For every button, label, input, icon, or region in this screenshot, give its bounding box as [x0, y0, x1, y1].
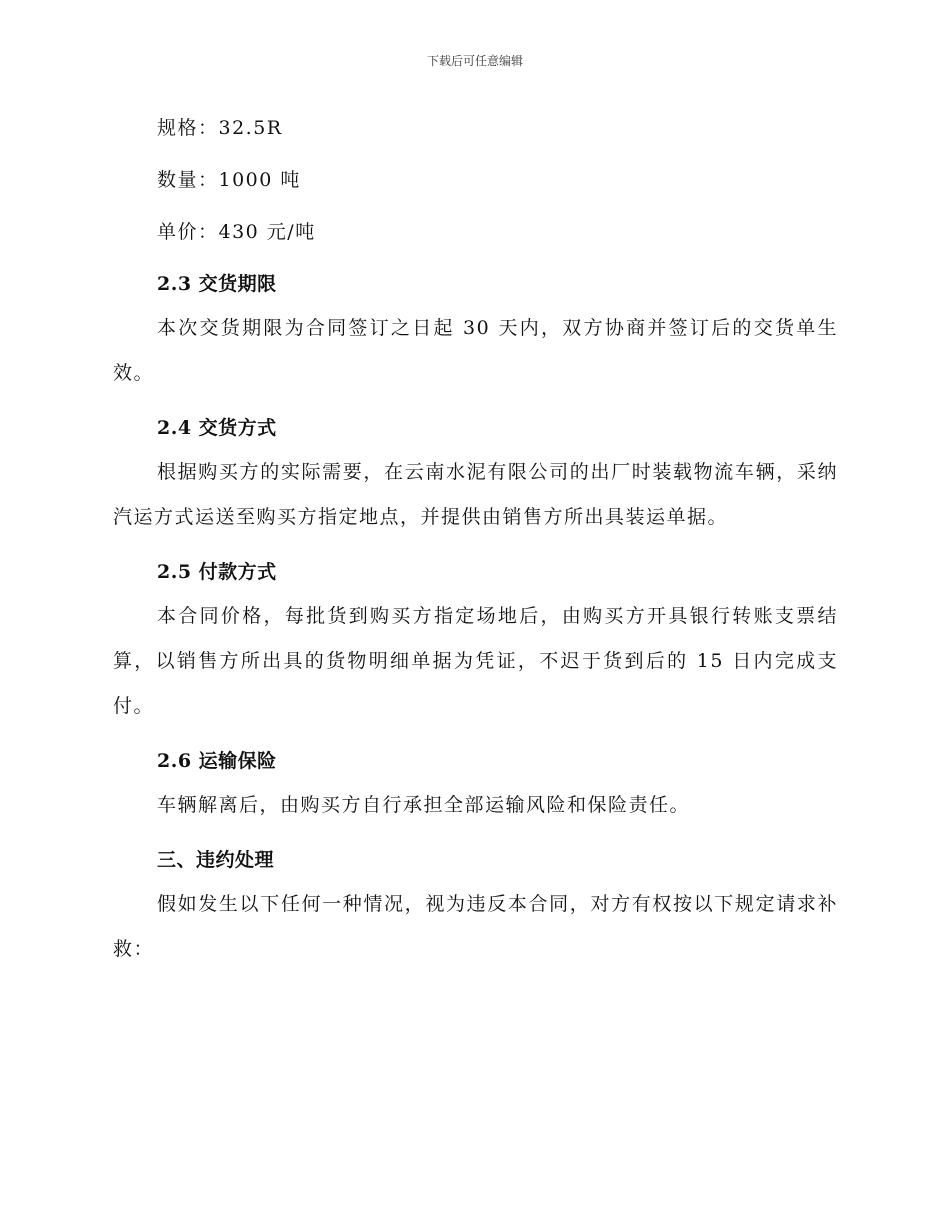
paragraph-delivery-method: 根据购买方的实际需要，在云南水泥有限公司的出厂时装载物流车辆，采纳汽运方式运送至购买方指定地点，并提供由销售方所出具装运单据。: [113, 461, 838, 528]
spec-line: 规格：32.5R: [157, 117, 283, 139]
quantity-line: 数量：1000 吨: [157, 169, 301, 191]
section-heading-payment-method: 2.5 付款方式: [157, 561, 277, 583]
section-heading-delivery-method: 2.4 交货方式: [157, 417, 277, 439]
paragraph-transport-insurance: 车辆解离后，由购买方自行承担全部运输风险和保险责任。: [157, 794, 691, 816]
price-line: 单价：430 元/吨: [157, 221, 316, 243]
section-heading-transport-insurance: 2.6 运输保险: [157, 750, 277, 772]
paragraph-breach: 假如发生以下任何一种情况，视为违反本合同，对方有权按以下规定请求补救：: [113, 893, 838, 960]
document-body: [113, 108, 838, 972]
section-heading-delivery-period: 2.3 交货期限: [157, 273, 277, 295]
page-header: 下载后可任意编辑: [426, 54, 523, 68]
paragraph-payment-method: 本合同价格，每批货到购买方指定场地后，由购买方开具银行转账支票结算，以销售方所出具的货物明细单据为凭证，不迟于货到后的 15 日内完成支付。: [113, 605, 838, 717]
paragraph-delivery-period: 本次交货期限为合同签订之日起 30 天内，双方协商并签订后的交货单生效。: [113, 317, 838, 384]
section-heading-breach: 三、违约处理: [157, 849, 275, 871]
